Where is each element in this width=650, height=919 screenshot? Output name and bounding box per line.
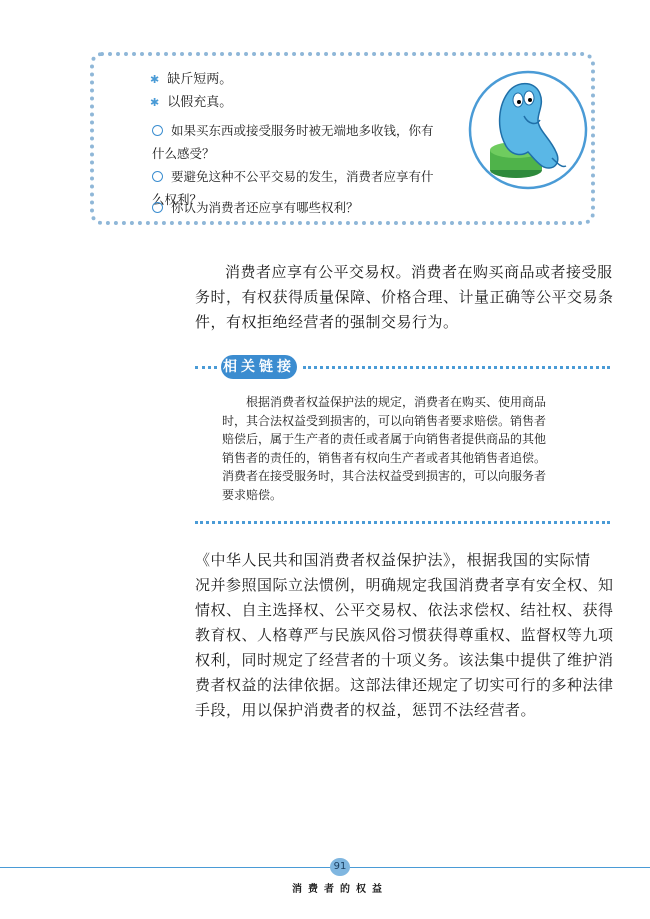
dotted-divider	[303, 366, 610, 369]
related-line: 赔偿后，属于生产者的责任或者属于向销售者提供商品的其他	[222, 432, 547, 446]
related-link-header	[195, 355, 610, 379]
question-2: 要避免这种不公平交易的发生，消费者应享有什 么权利？	[152, 169, 434, 207]
paragraph-line: 《中华人民共和国消费者权益保护法》，根据我国的实际情	[195, 551, 591, 569]
paragraph-line: 务时，有权获得质量保障、价格合理、计量正确等公平交易条	[195, 288, 614, 306]
related-link-badge: 相关链接	[221, 355, 297, 379]
thinking-mascot-illustration	[466, 68, 590, 192]
question-1: 如果买东西或接受服务时被无端地多收钱，你有 什么感受？	[152, 123, 434, 161]
paragraph-consumer-fair-trade	[195, 260, 614, 335]
footer-title: 消费者的权益	[292, 884, 388, 895]
paragraph-line: 费者权益的法律依据。这部法律还规定了切实可行的多种法律	[195, 676, 614, 694]
paragraph-line: 手段，用以保护消费者的权益，惩罚不法经营者。	[195, 701, 537, 719]
related-line: 时，其合法权益受到损害的，可以向销售者要求赔偿。销售者	[222, 413, 547, 428]
paragraph-line: 情权、自主选择权、公平交易权、依法求偿权、结社权、获得	[195, 601, 614, 619]
star-item-1: ✱ 缺斤短两。	[150, 72, 233, 87]
circle-bullet-icon	[152, 171, 163, 182]
related-line: 销售者的责任的，销售者有权向生产者或者其他销售者追偿。	[222, 450, 547, 465]
paragraph-consumer-protection-law	[195, 548, 614, 723]
footer-rule	[0, 867, 650, 868]
paragraph-line: 件，有权拒绝经营者的强制交易行为。	[195, 313, 459, 331]
related-line: 根据消费者权益保护法的规定，消费者在购买、使用商品	[246, 395, 547, 409]
related-line: 要求赔偿。	[222, 487, 283, 502]
related-link-text	[222, 393, 582, 504]
star-bullet-icon: ✱	[150, 73, 160, 86]
page-number: 91	[330, 858, 350, 876]
circle-bullet-icon	[152, 125, 163, 136]
related-line: 消费者在接受服务时，其合法权益受到损害的，可以向服务者	[222, 469, 547, 483]
question-box	[90, 52, 595, 225]
dotted-divider	[195, 366, 217, 369]
star-bullet-icon: ✱	[150, 96, 160, 109]
circle-bullet-icon	[152, 202, 163, 213]
paragraph-line: 况并参照国际立法惯例，明确规定我国消费者享有安全权、知	[195, 576, 614, 594]
star-item-2: ✱ 以假充真。	[150, 95, 233, 110]
paragraph-line: 权利，同时规定了经营者的十项义务。该法集中提供了维护消	[195, 651, 614, 669]
paragraph-line: 消费者应享有公平交易权。消费者在购买商品或者接受服	[225, 263, 613, 281]
question-3: 你认为消费者还应享有哪些权利？	[152, 196, 504, 219]
dotted-divider-bottom	[195, 521, 610, 524]
paragraph-line: 教育权、人格尊严与民族风俗习惯获得尊重权、监督权等九项	[195, 626, 614, 644]
